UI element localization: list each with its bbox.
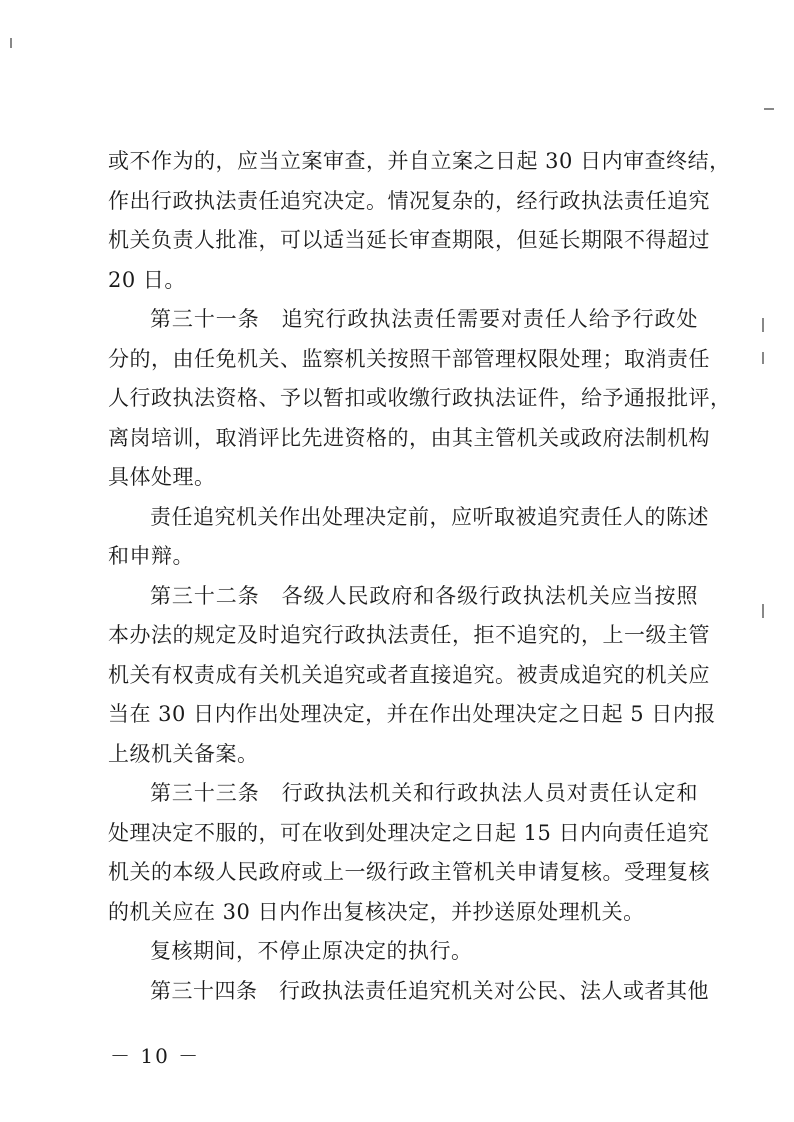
text-line: 的机关应在 30 日内作出复核决定，并抄送原处理机关。 <box>108 899 645 924</box>
article-34-heading-line: 第三十四条 行政执法责任追究机关对公民、法人或者其他 <box>150 978 709 1003</box>
body-text <box>108 142 732 1011</box>
scan-mark <box>10 38 12 48</box>
article-31-heading-line: 第三十一条 追究行政执法责任需要对责任人给予行政处 <box>150 307 698 331</box>
text-line: 分的，由任免机关、监察机关按照干部管理权限处理；取消责任 <box>108 346 710 371</box>
text-line: 复核期间，不停止原决定的执行。 <box>150 939 473 963</box>
text-line: 处理决定不服的，可在收到处理决定之日起 15 日内向责任追究 <box>108 820 710 845</box>
text-line: 或不作为的，应当立案审查，并自立案之日起 30 日内审查终结， <box>108 149 731 173</box>
text-line: 上级机关备案。 <box>108 741 259 766</box>
text-line: 20 日。 <box>108 267 186 292</box>
text-line: 和申辩。 <box>108 544 194 568</box>
scan-mark <box>764 108 774 110</box>
text-line: 当在 30 日内作出处理决定，并在作出处理决定之日起 5 日内报 <box>108 702 716 726</box>
text-line: 本办法的规定及时追究行政执法责任，拒不追究的，上一级主管 <box>108 623 710 647</box>
scan-mark <box>762 318 764 332</box>
page-number: － 10 － <box>110 1044 201 1068</box>
text-line: 离岗培训，取消评比先进资格的，由其主管机关或政府法制机构 <box>108 425 710 450</box>
text-line: 具体处理。 <box>108 465 216 489</box>
article-32-heading-line: 第三十二条 各级人民政府和各级行政执法机关应当按照 <box>150 583 698 608</box>
text-line: 机关有权责成有关机关追究或者直接追究。被责成追究的机关应 <box>108 662 710 687</box>
text-line: 作出行政执法责任追究决定。情况复杂的，经行政执法责任追究 <box>108 188 710 213</box>
text-line: 机关负责人批准，可以适当延长审查期限，但延长期限不得超过 <box>108 228 710 252</box>
text-line: 机关的本级人民政府或上一级行政主管机关申请复核。受理复核 <box>108 860 710 884</box>
article-33-heading-line: 第三十三条 行政执法机关和行政执法人员对责任认定和 <box>150 781 698 805</box>
text-line: 人行政执法资格、予以暂扣或收缴行政执法证件，给予通报批评， <box>108 386 732 410</box>
scan-mark <box>762 604 764 618</box>
scan-mark <box>762 352 764 364</box>
text-line: 责任追究机关作出处理决定前，应听取被追究责任人的陈述 <box>150 504 709 529</box>
